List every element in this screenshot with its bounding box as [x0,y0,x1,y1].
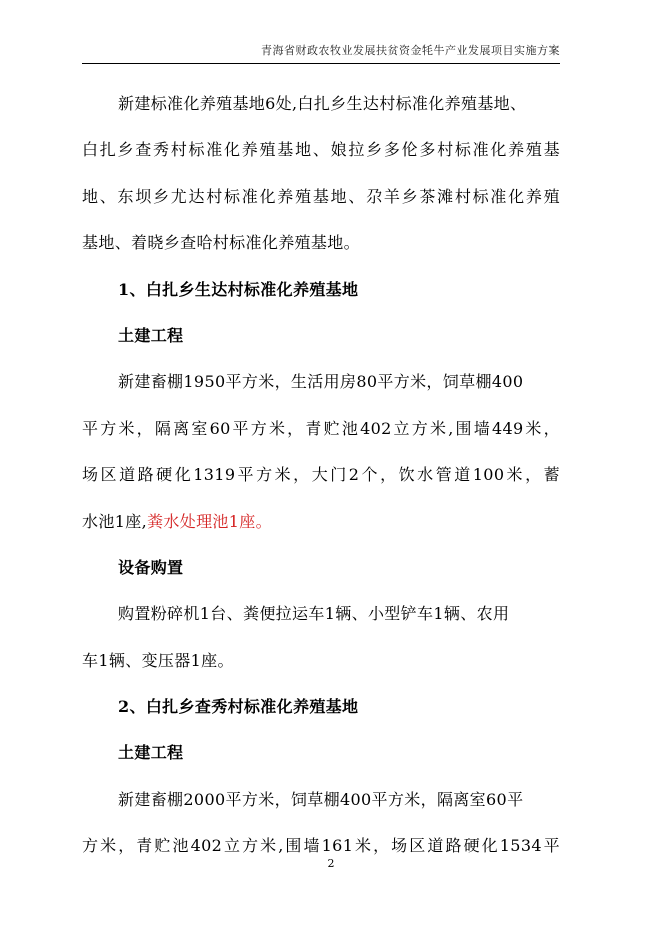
section-2-title: 2、白扎乡查秀村标准化养殖基地 [118,697,359,717]
section-1-civil-line-3: 场区道路硬化1319平方米，大门2个，饮水管道100米，蓄 [82,465,560,485]
running-header: 青海省财政农牧业发展扶贫资金牦牛产业发展项目实施方案 [261,44,560,57]
section-1-civil-line-1: 新建畜棚1950平方米，生活用房80平方米，饲草棚400 [118,372,524,392]
section-1-equipment-heading: 设备购置 [118,557,184,577]
section-1-equipment-line-2: 车1辆、变压器1座。 [82,650,234,670]
section-1-civil-heading: 土建工程 [118,325,184,345]
section-2-civil-line-2: 方米，青贮池402立方米,围墙161米，场区道路硬化1534平 [82,836,560,856]
intro-paragraph-line-3: 地、东坝乡尤达村标准化养殖基地、尕羊乡茶滩村标准化养殖 [82,186,560,206]
intro-paragraph-line-1: 新建标准化养殖基地6处,白扎乡生达村标准化养殖基地、 [118,94,527,113]
header-rule [82,63,560,64]
page-number: 2 [327,857,335,870]
section-1-civil-line-4 [82,504,560,550]
section-1-title: 1、白扎乡生达村标准化养殖基地 [118,279,359,299]
section-2-civil-line-1: 新建畜棚2000平方米，饲草棚400平方米，隔离室60平 [118,789,524,809]
intro-paragraph-line-4: 基地、着晓乡查哈村标准化养殖基地。 [82,233,360,253]
section-1-equipment-line-1: 购置粉碎机1台、粪便拉运车1辆、小型铲车1辆、农用 [118,604,510,624]
section-1-civil-line-2: 平方米，隔离室60平方米，青贮池402立方米,围墙449米， [82,418,560,438]
section-1-civil-line-4-text: 水池1座, [82,511,148,531]
highlighted-text: 粪水处理池1座。 [147,511,273,531]
section-2-civil-heading: 土建工程 [118,743,184,763]
intro-paragraph-line-2: 白扎乡查秀村标准化养殖基地、娘拉乡多伦多村标准化养殖基 [82,140,560,160]
document-body [82,86,560,875]
